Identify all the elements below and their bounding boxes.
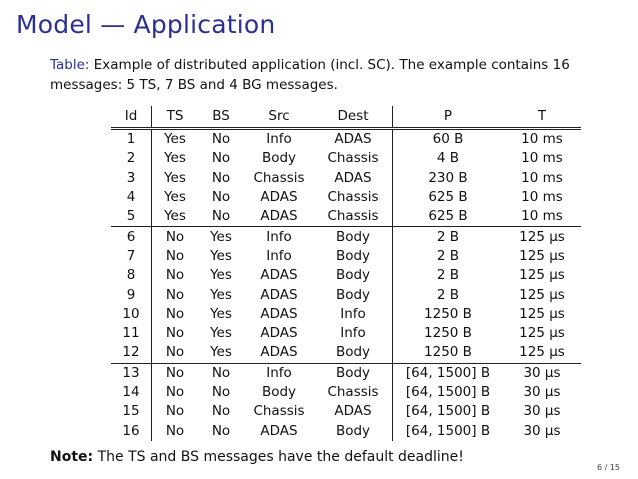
- cell-id: 10: [111, 305, 152, 324]
- cell-bs: No: [198, 207, 244, 227]
- cell-bs: No: [211, 403, 231, 420]
- cell-ts: No: [165, 384, 185, 400]
- cell-p: [64, 1500] B: [405, 384, 491, 400]
- cell-src: Body: [261, 150, 297, 167]
- cell-t: 125 μs: [519, 247, 565, 264]
- cell-src: ADAS: [244, 207, 314, 227]
- cell-p: 2 B: [436, 247, 460, 264]
- cell-dest: Body: [314, 227, 393, 247]
- header-ts: TS: [152, 106, 199, 129]
- cell-ts: Yes: [164, 189, 186, 206]
- cell-ts: Yes: [164, 131, 186, 148]
- cell-id: 3: [111, 169, 152, 188]
- cell-id: 4: [111, 188, 152, 207]
- cell-bs: Yes: [210, 305, 232, 322]
- cell-id: 11: [111, 324, 152, 343]
- cell-id: 12: [111, 343, 152, 363]
- cell-bs: No: [211, 169, 231, 186]
- cell-p: 2 B: [436, 267, 460, 284]
- cell-p: [64, 1500] B: [405, 364, 491, 381]
- cell-p: [64, 1500] B: [405, 422, 491, 439]
- cell-ts: No: [165, 403, 185, 420]
- cell-ts: No: [165, 286, 185, 303]
- cell-t: 30 μs: [523, 384, 561, 400]
- cell-dest: Body: [314, 343, 393, 363]
- table-row: [111, 266, 581, 285]
- cell-id: 15: [111, 402, 152, 421]
- table-row: [111, 188, 581, 207]
- cell-t: 10 ms: [503, 207, 581, 227]
- table-row: [111, 207, 581, 227]
- table-row: [111, 129, 581, 150]
- cell-p: 4 B: [436, 150, 460, 167]
- table-row: [111, 227, 581, 247]
- cell-dest: Chassis: [314, 383, 393, 402]
- cell-src: Info: [266, 131, 292, 148]
- header-src: Src: [244, 106, 314, 129]
- cell-src: ADAS: [260, 286, 298, 303]
- cell-p: 1250 B: [424, 325, 472, 342]
- cell-dest: Chassis: [314, 207, 393, 227]
- cell-ts: No: [152, 343, 199, 363]
- cell-src: ADAS: [260, 305, 298, 322]
- cell-src: ADAS: [260, 267, 298, 284]
- cell-id: 9: [111, 285, 152, 304]
- cell-id: 16: [111, 421, 152, 440]
- cell-ts: No: [165, 305, 185, 322]
- cell-ts: Yes: [164, 150, 186, 167]
- cell-dest: ADAS: [314, 129, 393, 150]
- cell-t: 10 ms: [521, 131, 563, 148]
- cell-src: Chassis: [253, 169, 305, 186]
- cell-t: 30 μs: [523, 403, 561, 420]
- cell-bs: No: [211, 150, 231, 167]
- caption-label: Table:: [50, 57, 90, 73]
- table-row: [111, 324, 581, 343]
- cell-src: Info: [266, 228, 292, 245]
- table-row: [111, 285, 581, 304]
- cell-bs: Yes: [198, 343, 244, 363]
- cell-t: 125 μs: [519, 228, 565, 245]
- cell-bs: No: [211, 364, 231, 381]
- cell-id: 6: [111, 227, 152, 247]
- cell-p: 230 B: [428, 169, 468, 186]
- cell-p: 1250 B: [393, 343, 504, 363]
- cell-t: 30 μs: [523, 364, 561, 381]
- header-p: P: [393, 106, 504, 129]
- cell-id: 5: [111, 207, 152, 227]
- cell-bs: No: [211, 131, 231, 148]
- note: [50, 449, 464, 465]
- table-caption: [50, 55, 610, 95]
- cell-ts: No: [165, 422, 185, 439]
- cell-dest: Info: [314, 324, 393, 343]
- cell-src: ADAS: [244, 343, 314, 363]
- note-text: The TS and BS messages have the default deadline!: [97, 449, 464, 465]
- cell-t: 125 μs: [519, 286, 565, 303]
- cell-p: 60 B: [432, 131, 464, 148]
- cell-id: 2: [111, 149, 152, 168]
- cell-dest: Body: [314, 247, 393, 266]
- cell-id: 1: [111, 129, 152, 150]
- cell-ts: No: [165, 228, 185, 245]
- table-row: [111, 343, 581, 363]
- table-row: [111, 402, 581, 421]
- cell-ts: Yes: [152, 207, 199, 227]
- cell-p: 2 B: [436, 228, 460, 245]
- cell-dest: Body: [314, 421, 393, 440]
- cell-dest: Body: [314, 363, 393, 383]
- cell-t: 125 μs: [519, 267, 565, 284]
- cell-p: 1250 B: [424, 305, 472, 322]
- cell-bs: Yes: [210, 247, 232, 264]
- cell-t: 125 μs: [503, 343, 581, 363]
- table-row: [111, 421, 581, 440]
- cell-id: 7: [111, 247, 152, 266]
- header-dest: Dest: [314, 106, 393, 129]
- cell-src: ADAS: [260, 189, 298, 206]
- table-row: [111, 149, 581, 168]
- table-row: [111, 305, 581, 324]
- cell-p: 625 B: [393, 207, 504, 227]
- caption-text: Example of distributed application (incl. SC). The example contains 16 messages: 5 TS, 7 BS and 4 BG messages.: [50, 57, 570, 93]
- table-body: [111, 129, 581, 441]
- cell-t: 125 μs: [519, 305, 565, 322]
- table-row: [111, 363, 581, 383]
- cell-ts: No: [165, 325, 185, 342]
- table-row: [111, 247, 581, 266]
- cell-ts: No: [165, 247, 185, 264]
- cell-src: Info: [266, 364, 292, 381]
- cell-bs: Yes: [210, 325, 232, 342]
- cell-dest: ADAS: [314, 169, 393, 188]
- cell-bs: No: [211, 422, 231, 439]
- cell-t: 125 μs: [519, 325, 565, 342]
- cell-dest: Body: [314, 285, 393, 304]
- cell-ts: No: [165, 267, 185, 284]
- cell-bs: No: [211, 384, 231, 400]
- table-header-row: [111, 106, 581, 129]
- cell-src: ADAS: [260, 325, 298, 342]
- note-label: Note:: [50, 449, 94, 465]
- table-row: [111, 383, 581, 402]
- cell-p: 2 B: [436, 286, 460, 303]
- cell-src: ADAS: [260, 422, 298, 439]
- cell-p: [64, 1500] B: [405, 403, 491, 420]
- cell-t: 30 μs: [523, 422, 561, 439]
- header-id: Id: [111, 106, 152, 129]
- cell-id: 14: [111, 383, 152, 402]
- cell-dest: ADAS: [314, 402, 393, 421]
- table-row: [111, 169, 581, 188]
- cell-src: Chassis: [253, 403, 305, 420]
- cell-bs: Yes: [210, 267, 232, 284]
- header-t: T: [503, 106, 581, 129]
- messages-table: [111, 106, 581, 441]
- cell-t: 10 ms: [521, 169, 563, 186]
- slide-title: Model — Application: [16, 10, 276, 39]
- cell-src: Info: [266, 247, 292, 264]
- cell-p: 625 B: [428, 189, 468, 206]
- cell-dest: Body: [314, 266, 393, 285]
- cell-ts: No: [165, 364, 185, 381]
- header-bs: BS: [198, 106, 244, 129]
- cell-bs: No: [211, 189, 231, 206]
- cell-src: Body: [261, 384, 297, 400]
- cell-t: 10 ms: [521, 189, 563, 206]
- cell-bs: Yes: [210, 228, 232, 245]
- cell-dest: Info: [314, 305, 393, 324]
- page-number: 6 / 15: [596, 463, 620, 472]
- cell-bs: Yes: [210, 286, 232, 303]
- cell-id: 13: [111, 363, 152, 383]
- cell-dest: Chassis: [314, 149, 393, 168]
- cell-dest: Chassis: [314, 188, 393, 207]
- cell-t: 10 ms: [521, 150, 563, 167]
- cell-id: 8: [111, 266, 152, 285]
- cell-ts: Yes: [164, 169, 186, 186]
